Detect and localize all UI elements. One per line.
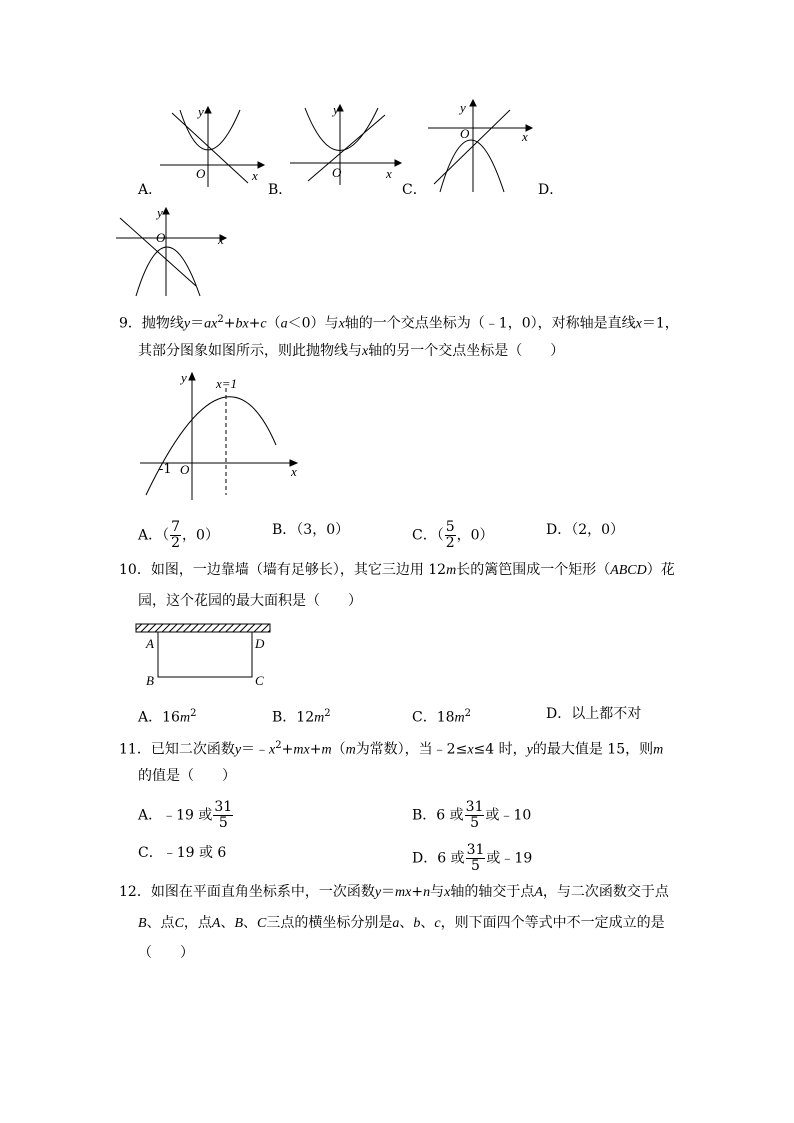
point-c-label: C (255, 673, 264, 688)
option-a-label[interactable]: A． (138, 182, 163, 198)
question-10-option-c[interactable]: C．$18m^2$ (412, 708, 472, 726)
axis-y-label: y (333, 102, 339, 117)
question-9-line-1: 9．抛物线$y=ax^2+bx+c(a<0)$与x轴的一个交点坐标为（﹣1，0），对称轴是直线x＝1， (119, 314, 679, 332)
graph-option-b (290, 103, 410, 188)
question-11-option-a[interactable]: A．﹣19 或 $\frac{31}{5}$ (138, 799, 233, 831)
point-d-label: D (255, 636, 265, 651)
axis-x-label: x (291, 464, 297, 479)
axis-y-label: y (181, 370, 187, 385)
question-11-option-b[interactable]: B．6 或 $\frac{31}{5}$ 或﹣10 (412, 799, 532, 831)
option-b-label[interactable]: B． (268, 182, 293, 198)
question-9-option-b[interactable]: B．（3，0） (272, 522, 350, 538)
axis-y-label: y (198, 104, 204, 119)
axis-x-label: x (386, 166, 392, 181)
question-9-option-d[interactable]: D．（2，0） (546, 522, 625, 538)
question-9-line-2: 其部分图象如图所示，则此抛物线与x轴的另一个交点坐标是（ ） (138, 343, 565, 359)
point-a-label: A (146, 636, 154, 651)
axis-x-label: x (218, 232, 224, 247)
point-b-label: B (146, 673, 154, 688)
axis-x-label: x (252, 168, 258, 183)
axis-x-label: x (522, 129, 528, 144)
question-9-option-a[interactable]: A．（ $\frac{7}{2}$ ，0） (138, 519, 219, 551)
question-11-option-d[interactable]: D．6 或 $\frac{31}{5}$ 或﹣19 (412, 842, 533, 874)
question-10-option-a[interactable]: A．$16m^2$ (138, 708, 197, 726)
origin-label: O (460, 126, 470, 141)
question-10-line-1: 10．如图，一边靠墙（墙有足够长），其它三边用 12m长的篱笆围成一个矩形（ABCD）花 (119, 562, 675, 578)
question-12-line-3: （ ） (138, 945, 194, 961)
option-d-label[interactable]: D． (538, 182, 564, 198)
question-10-option-d[interactable]: D．以上都不对 (546, 706, 642, 722)
option-c-label[interactable]: C． (402, 182, 427, 198)
question-10-option-b[interactable]: B．$12m^2$ (272, 708, 331, 726)
question-12-line-1: 12．如图在平面直角坐标系中，一次函数y＝mx+n与x轴的轴交于点A，与二次函数交于点 (119, 884, 669, 900)
question-10-line-2: 园，这个花园的最大面积是（ ） (138, 593, 362, 609)
question-11-option-c[interactable]: C．﹣19 或 6 (138, 845, 227, 861)
origin-label: O (196, 166, 206, 181)
question-11-line-2: 的值是（ ） (138, 768, 236, 784)
neg-one-label: -1 (159, 462, 172, 477)
axis-y-label: y (157, 205, 163, 220)
graph-option-d (116, 208, 231, 298)
origin-label: O (180, 462, 190, 477)
graph-option-c (428, 100, 538, 195)
origin-label: O (332, 165, 342, 180)
question-12-line-2: B、点C，点A、B、C三点的横坐标分别是a、b、c，则下面四个等式中不一定成立的是 (138, 915, 665, 931)
symmetry-axis-label: x=1 (216, 376, 238, 391)
question-9-option-c[interactable]: C．（ $\frac{5}{2}$ ，0） (412, 519, 494, 551)
question-11-line-1: 11．已知二次函数$y=﹣x^2+mx+m(m$为常数），当﹣2≤x≤4 时，y的最大值是 15，则m (119, 740, 664, 758)
axis-y-label: y (460, 100, 466, 115)
origin-label: O (156, 230, 166, 245)
